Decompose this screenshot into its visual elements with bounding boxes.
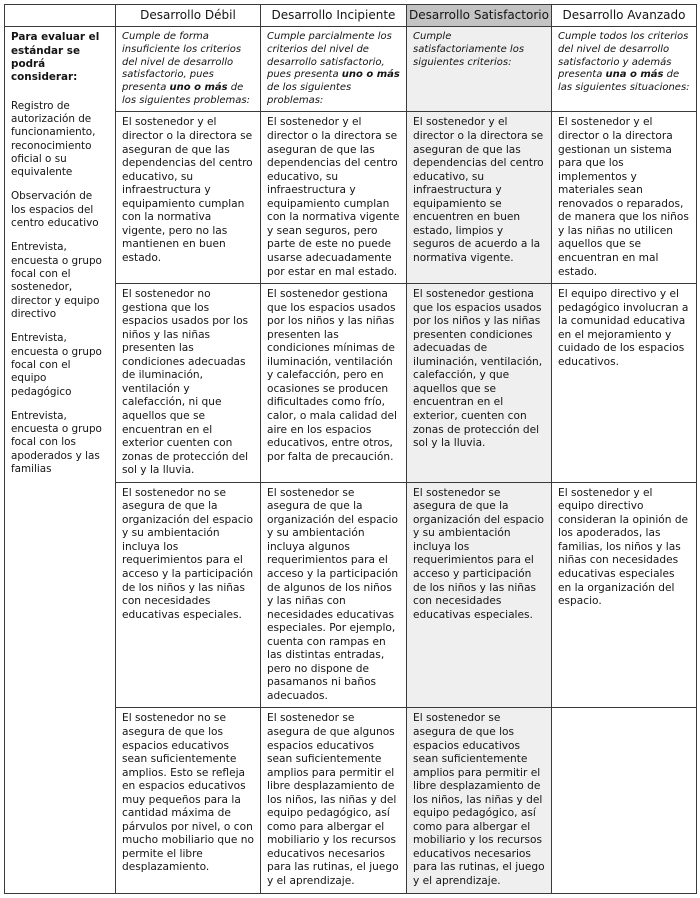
cell-r3-incipiente: El sostenedor se asegura de que la organización del espacio y su ambientación incluya algunos requerimientos para el acceso y la participación de algunos de los niños y las niñas con necesidades educativas especiales. Por ejemplo, cuenta con rampas en las distintas entradas, pero no dispone de pasamanos ni baños adecuados.	[261, 482, 407, 708]
level-description-debil: Cumple de forma insuficiente los criterios del nivel de desarrollo satisfactorio, pues presenta uno o más de los siguientes problemas:	[116, 27, 261, 112]
cell-r1-avanzado: El sostenedor y el director o la directora gestionan un sistema para que los implementos y materiales sean renovados o reparados, de manera que los niños y las niñas no utilicen aquellos que se encuentran en mal estado.	[552, 112, 697, 284]
left-item-entrevista-familias: Entrevista, encuesta o grupo focal con los apoderados y las familias	[11, 409, 102, 476]
column-header-debil: Desarrollo Débil	[116, 5, 261, 27]
cell-r1-incipiente: El sostenedor y el director o la directora se aseguran de que las dependencias del centro educativo, su infraestructura y equipamiento cumplan con la normativa vigente y sean seguros, pero parte de este no puede usarse adecuadamente por estar en mal estado.	[261, 112, 407, 284]
corner-cell	[5, 5, 116, 27]
level-description-satisfactorio: Cumple satisfactoriamente los siguientes criterios:	[407, 27, 552, 112]
evaluation-sources-cell	[5, 27, 116, 893]
cell-r1-satisfactorio: El sostenedor y el director o la directora se aseguran de que las dependencias del centro educativo, su infraestructura y equipamiento se encuentren en buen estado, limpios y seguros de acuerdo a la normativa vigente.	[407, 112, 552, 284]
cell-r2-debil: El sostenedor no gestiona que los espacios usados por los niños y las niñas presenten las condiciones adecuadas de iluminación, ventilación y calefacción, ni que aquellos que se encuentran en el exterior cuenten con zonas de protección del sol y la lluvia.	[116, 284, 261, 483]
left-item-registro: Registro de autorización de funcionamiento, reconocimiento oficial o su equivalente	[11, 99, 96, 179]
header-row	[5, 5, 697, 27]
cell-r4-avanzado	[552, 708, 697, 893]
left-item-entrevista-pedagogico: Entrevista, encuesta o grupo focal con el equipo pedagógico	[11, 332, 102, 398]
level-description-incipiente: Cumple parcialmente los criterios del nivel de desarrollo satisfactorio, pues presenta uno o más de los siguientes problemas:	[261, 27, 407, 112]
cell-r1-debil: El sostenedor y el director o la directora se aseguran de que las dependencias del centro educativo, su infraestructura y equipamiento cumplan con la normativa vigente, pero no las mantienen en buen estado.	[116, 112, 261, 284]
cell-r4-satisfactorio: El sostenedor se asegura de que los espacios educativos sean suficientemente amplios para permitir el libre desplazamiento de los niños, las niñas y del equipo pedagógico, así como para albergar el mobiliario y los recursos educativos necesarios para las rutinas, el juego y el aprendizaje.	[407, 708, 552, 893]
left-item-entrevista-sostenedor: Entrevista, encuesta o grupo focal con el sostenedor, director y equipo directivo	[11, 241, 102, 320]
column-header-satisfactorio: Desarrollo Satisfactorio	[407, 5, 552, 27]
description-row	[5, 27, 697, 112]
column-header-incipiente: Desarrollo Incipiente	[261, 5, 407, 27]
cell-r2-satisfactorio: El sostenedor gestiona que los espacios usados por los niños y las niñas presenten condiciones adecuadas de iluminación, ventilación, calefacción, y que aquellos que se encuentran en el exterior, cuenten con zonas de protección del sol y la lluvia.	[407, 284, 552, 483]
cell-r3-avanzado: El sostenedor y el equipo directivo consideran la opinión de los apoderados, las familias, los niños y las niñas con necesidades educativas especiales en la organización del espacio.	[552, 482, 697, 708]
level-description-avanzado: Cumple todos los criterios del nivel de desarrollo satisfactorio y además presenta una o más de las siguientes situaciones:	[552, 27, 697, 112]
left-item-observacion: Observación de los espacios del centro educativo	[11, 190, 99, 230]
cell-r2-incipiente: El sostenedor gestiona que los espacios usados por los niños y las niñas presenten las condiciones mínimas de iluminación, ventilación y calefacción, pero en ocasiones se producen dificultades como frío, calor, o mala calidad del aire en los espacios educativos, entre otros, por falta de precaución.	[261, 284, 407, 483]
column-header-avanzado: Desarrollo Avanzado	[552, 5, 697, 27]
left-column-title: Para evaluar el estándar se podrá considerar:	[11, 31, 100, 84]
cell-r4-debil: El sostenedor no se asegura de que los espacios educativos sean suficientemente amplios. Esto se refleja en espacios educativos muy pequeños para la cantidad máxima de párvulos por nivel, o con mucho mobiliario que no permite el libre desplazamiento.	[116, 708, 261, 893]
cell-r3-debil: El sostenedor no se asegura de que la organización del espacio y su ambientación incluya los requerimientos para el acceso y la participación de los niños y las niñas con necesidades educativas especiales.	[116, 482, 261, 708]
cell-r4-incipiente: El sostenedor se asegura de que algunos espacios educativos sean suficientemente amplios para permitir el libre desplazamiento de los niños, las niñas y del equipo pedagógico, así como para albergar el mobiliario y los recursos educativos necesarios para las rutinas, el juego y el aprendizaje.	[261, 708, 407, 893]
cell-r2-avanzado: El equipo directivo y el pedagógico involucran a la comunidad educativa en el mejoramiento y cuidado de los espacios educativos.	[552, 284, 697, 483]
cell-r3-satisfactorio: El sostenedor se asegura de que la organización del espacio y su ambientación incluya los requerimientos para el acceso y participación de los niños y las niñas con necesidades educativas especiales.	[407, 482, 552, 708]
development-levels-table	[4, 4, 697, 894]
